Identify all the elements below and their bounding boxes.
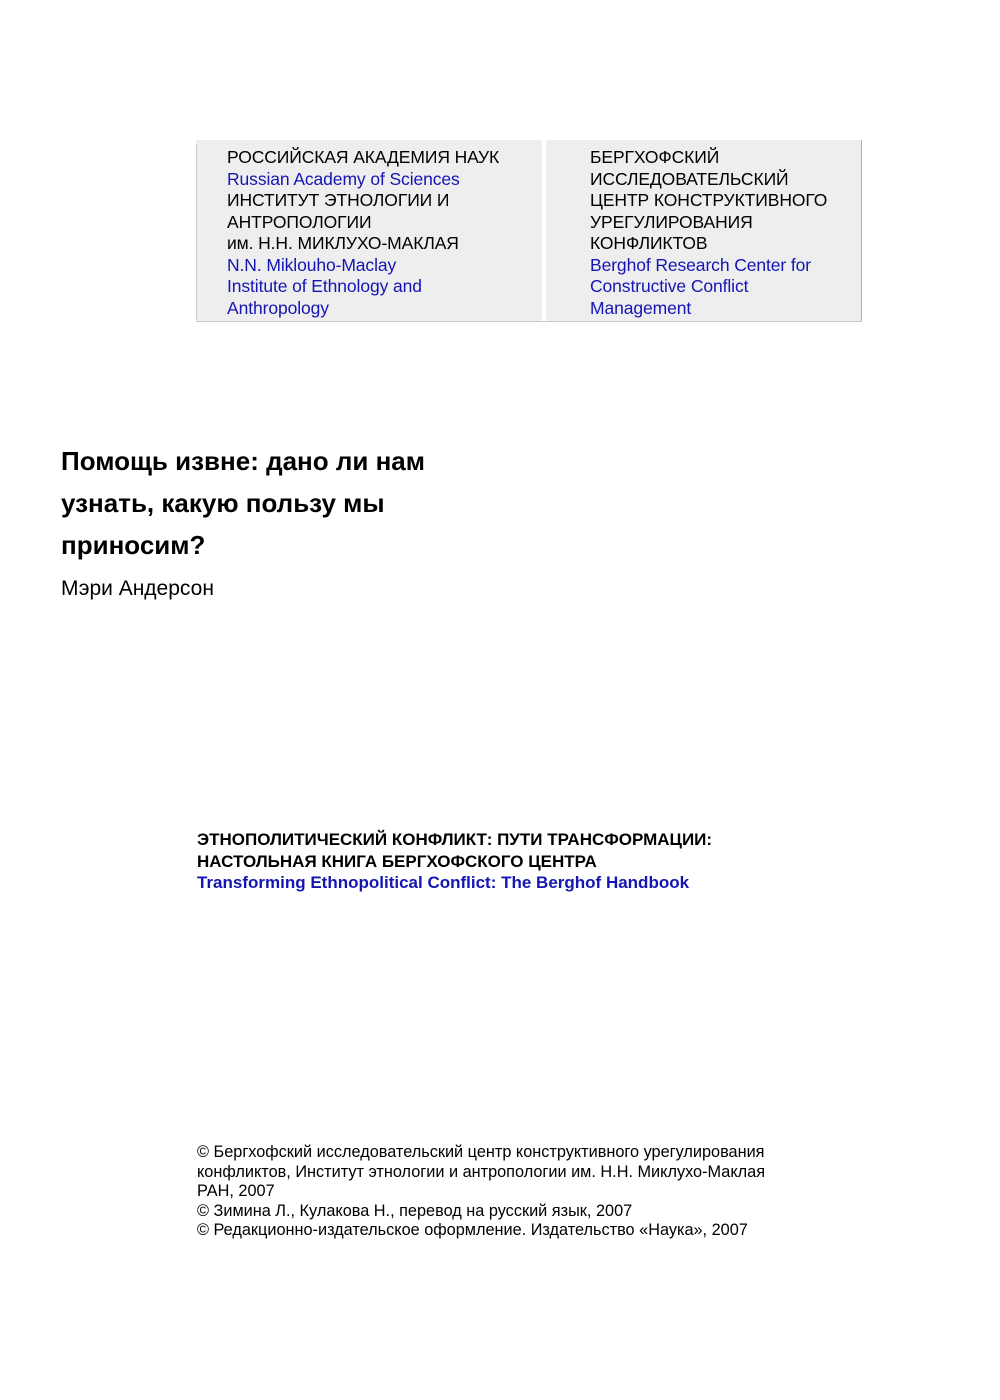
- author-name: Мэри Андерсон: [61, 577, 214, 600]
- header-column-divider: [542, 140, 546, 322]
- copyright-line: © Бергхофский исследовательский центр конструктивного урегулирования: [197, 1143, 765, 1161]
- copyright-notice: [197, 1143, 765, 1241]
- header-left-line: АНТРОПОЛОГИИ: [227, 211, 372, 232]
- article-title: [61, 440, 501, 566]
- header-right-line: КОНФЛИКТОВ: [590, 233, 708, 253]
- header-right-line: Constructive Conflict: [590, 276, 749, 296]
- header-left-line: Anthropology: [227, 297, 329, 318]
- header-left-line: РОССИЙСКАЯ АКАДЕМИЯ НАУК: [227, 147, 500, 167]
- copyright-line: © Редакционно-издательское оформление. Издательство «Наука», 2007: [197, 1221, 748, 1239]
- header-border-left: [196, 144, 197, 320]
- header-left-line: Russian Academy of Sciences: [227, 168, 460, 189]
- institutions-header: [196, 140, 862, 322]
- header-right-line: Berghof Research Center for: [590, 254, 812, 275]
- header-left-column: [227, 147, 537, 319]
- header-left-line: N.N. Miklouho-Maclay: [227, 254, 397, 275]
- copyright-line: конфликтов, Институт этнологии и антропологии им. Н.Н. Миклухо-Маклая: [197, 1162, 766, 1181]
- header-right-line: УРЕГУЛИРОВАНИЯ: [590, 211, 753, 232]
- header-left-line: им. Н.Н. МИКЛУХО-МАКЛАЯ: [227, 233, 459, 253]
- header-right-line: Management: [590, 297, 692, 318]
- header-left-line: Institute of Ethnology and: [227, 276, 422, 296]
- header-right-line: ИССЛЕДОВАТЕЛЬСКИЙ: [590, 168, 789, 189]
- book-title-en-line: Transforming Ethnopolitical Conflict: The Berghof Handbook: [197, 873, 690, 892]
- header-right-line: БЕРГХОФСКИЙ: [590, 147, 720, 167]
- header-right-line: ЦЕНТР КОНСТРУКТИВНОГО: [590, 190, 828, 210]
- header-left-line: ИНСТИТУТ ЭТНОЛОГИИ И: [227, 190, 450, 210]
- header-right-column: [590, 147, 852, 319]
- article-title-line: приносим?: [61, 530, 206, 560]
- header-border-bottom: [196, 321, 862, 322]
- copyright-line: РАН, 2007: [197, 1182, 275, 1200]
- header-border-right: [861, 140, 862, 322]
- book-title-ru-line: НАСТОЛЬНАЯ КНИГА БЕРГХОФСКОГО ЦЕНТРА: [197, 851, 597, 871]
- article-title-line: узнать, какую пользу мы: [61, 488, 385, 518]
- copyright-line: © Зимина Л., Кулакова Н., перевод на русский язык, 2007: [197, 1201, 633, 1220]
- article-title-line: Помощь извне: дано ли нам: [61, 446, 425, 476]
- book-title: [197, 829, 712, 894]
- book-title-ru-line: ЭТНОПОЛИТИЧЕСКИЙ КОНФЛИКТ: ПУТИ ТРАНСФОРМАЦИИ:: [197, 830, 713, 849]
